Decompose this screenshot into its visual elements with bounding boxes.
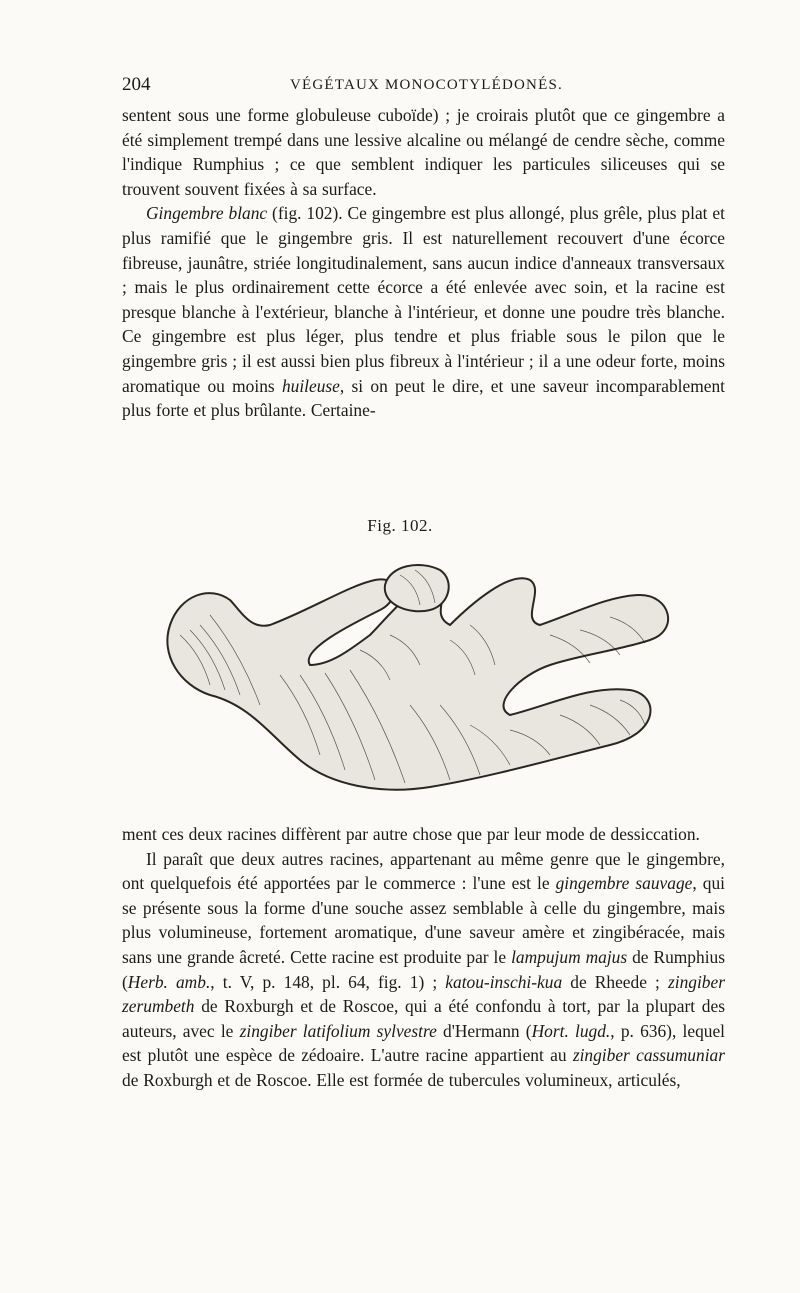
term-gingembre-blanc: Gingembre blanc <box>146 203 268 224</box>
p3-f: de Roxburgh et de Roscoe, qui a été confondu à tort, par la plupart des auteurs, avec le <box>122 996 725 1041</box>
paragraph-gingembre-blanc <box>122 201 725 422</box>
paragraph-2-conclusion <box>122 822 725 847</box>
figure-caption: Fig. 102. <box>367 516 433 535</box>
running-head <box>122 74 722 98</box>
ginger-illustration <box>150 555 710 805</box>
term-lampujum-majus: lampujum majus <box>511 946 628 967</box>
ref-hort-lugd: Hort. lugd. <box>531 1020 611 1041</box>
term-katou-inschi-kua: katou-inschi-kua <box>445 971 563 992</box>
term-huileuse: huileuse <box>281 375 340 396</box>
rhizome-upper-knob <box>385 565 449 611</box>
page-number: 204 <box>122 74 151 95</box>
p3-d: , t. V, p. 148, pl. 64, fig. 1) ; <box>210 971 446 992</box>
term-zingiber-latifolium: zingiber latifolium sylvestre <box>239 1020 437 1041</box>
paragraph-continuation <box>122 103 725 201</box>
paragraph-1-text: sentent sous une forme globuleuse cuboïde) ; je croirais plutôt que ce gingembre a été simplement trempé dans une lessive alcaline ou mélangé de cendre sèche, comme l'indique Rumphius ; ce que semblent indiquer les particules siliceuses qui se trouvent souvent fixées à sa surface. <box>122 105 725 199</box>
p3-h: , p. 636), lequel est plutôt une espèce de zédoaire. L'autre racine appartient au <box>122 1020 726 1066</box>
p3-b: , qui se présente sous la forme d'une souche assez semblable à celle du gingembre, mais plus volumineuse, fortement aromatique, d'une saveur amère et zingibéracée, mais sans une grande âcreté. Cette racine est produite par le <box>122 873 725 967</box>
p3-c: de Rumphius ( <box>122 946 725 992</box>
p3-i: de Roxburgh et de Roscoe. Elle est formée de tubercules volumineux, articulés, <box>122 1069 681 1090</box>
p3-e: de Rheede ; <box>562 971 668 992</box>
p3-g: d'Hermann ( <box>436 1020 532 1041</box>
ref-herb-amb: Herb. amb. <box>127 971 211 992</box>
paragraph-2-text: (fig. 102). Ce gingembre est plus allongé, plus grêle, plus plat et plus ramifié que le gingembre gris. Il est naturellement recouvert d'une écorce fibreuse, jaunâtre, striée longitudinalement, sans aucun indice d'anneaux transversaux ; mais le plus ordinairement cette écorce a été enlevée avec soin, et la racine est presque blanche à l'extérieur, blanche à l'intérieur, et donne une poudre très blanche. Ce gingembre est plus léger, plus tendre et plus friable sous le pilon que le gingembre gris ; il est aussi bien plus fibreux à l'intérieur ; il a une odeur forte, moins aromatique ou moins <box>122 203 725 396</box>
term-zingiber-zerumbeth: zingiber zerumbeth <box>122 971 725 1017</box>
term-zingiber-cassumuniar: zingiber cassumuniar <box>572 1045 725 1066</box>
p3-a: Il paraît que deux autres racines, appartenant au même genre que le gingembre, ont quelquefois été apportées par le commerce : l'une est le <box>122 848 725 894</box>
paragraph-2-end-top: , si on peut le dire, et une saveur incomparablement plus forte et plus brûlante. Certaine- <box>122 375 725 421</box>
paragraph-2-end-bottom: ment ces deux racines diffèrent par autre chose que par leur mode de dessiccation. <box>122 824 700 844</box>
paragraph-other-roots <box>122 847 725 1093</box>
text-top <box>122 103 725 423</box>
figure-102-ginger-rhizome <box>150 555 710 805</box>
running-title: VÉGÉTAUX MONOCOTYLÉDONÉS. <box>290 77 563 93</box>
term-gingembre-sauvage: gingembre sauvage <box>555 873 693 894</box>
text-bottom <box>122 822 725 1093</box>
